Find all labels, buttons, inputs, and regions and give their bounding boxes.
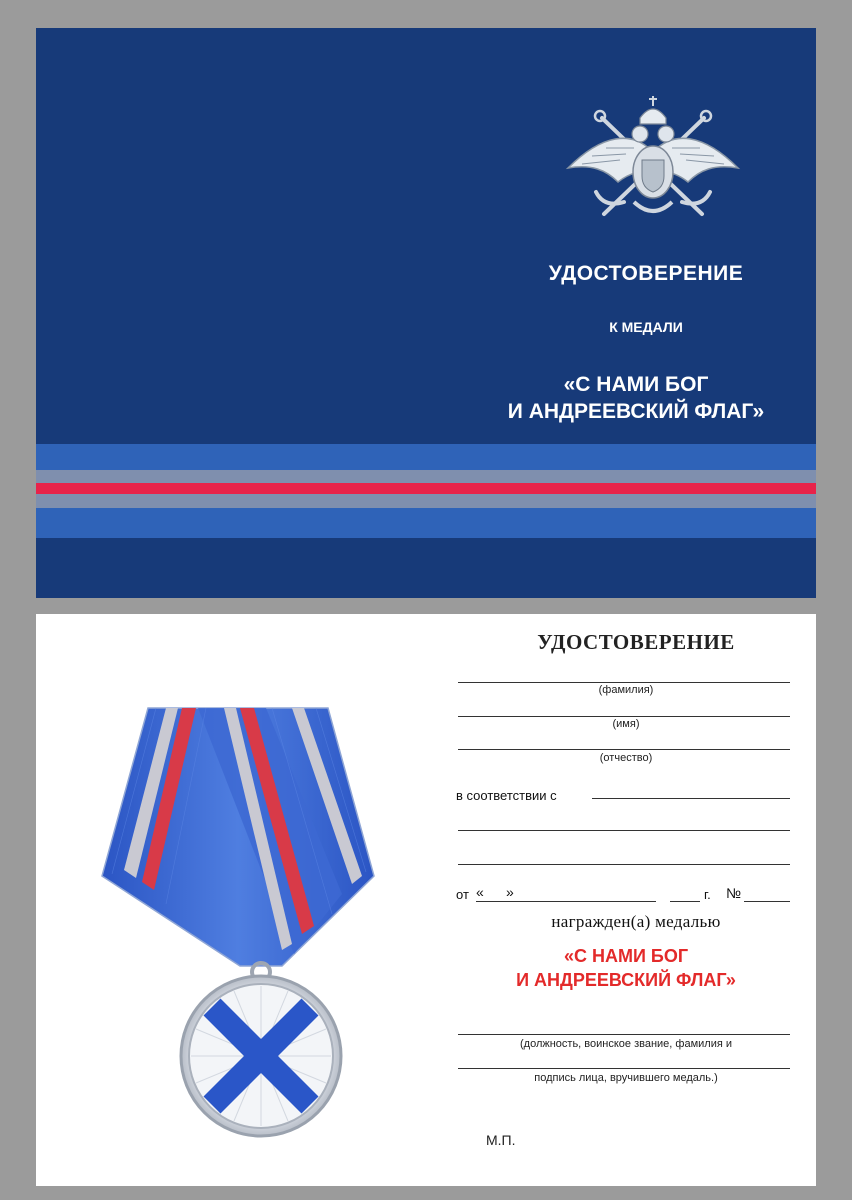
month-line [522,901,656,902]
awarded-text: награжден(а) медалью [551,912,721,931]
day-quote-close: » [506,884,514,900]
cover-medal-name [436,371,816,425]
cover-subtitle: К МЕДАЛИ [609,319,683,335]
day-line [476,901,522,902]
year-label: г. [704,887,711,902]
accordance-label: в соответствии с [456,788,557,803]
medal-title-line2: И АНДРЕЕВСКИЙ ФЛАГ» [516,970,736,990]
year-line [670,901,700,902]
medal-title [436,944,816,992]
signer-line [458,1034,790,1035]
certificate-title: УДОСТОВЕРЕНИЕ [537,630,735,654]
surname-line [458,682,790,683]
cover-title: УДОСТОВЕРЕНИЕ [548,262,744,285]
number-line [744,901,790,902]
ribbon-stripe-red [36,483,816,494]
ribbon-stripe-grey-bottom [36,494,816,508]
medal-title-line1: «С НАМИ БОГ [563,946,689,966]
patronymic-caption: (отчество) [599,752,653,764]
accordance-line-3 [458,864,790,865]
ribbon-stripe-grey-top [36,470,816,483]
ribbon-stripe-blue-top [36,444,816,470]
accordance-line [592,798,790,799]
surname-caption: (фамилия) [598,684,654,696]
medal-image [96,664,426,1184]
accordance-line-2 [458,830,790,831]
number-label: № [726,885,742,901]
stamp-label: М.П. [486,1132,516,1148]
name-caption: (имя) [612,718,640,730]
navy-eagle-anchor-icon [562,90,744,222]
signer-caption-2: подпись лица, вручившего медаль.) [534,1072,718,1084]
certificate-inner-page [36,614,816,1186]
cover-medal-line1: «С НАМИ БОГ [563,373,709,396]
ribbon-stripe-blue-bottom [36,508,816,538]
signer-line-2 [458,1068,790,1069]
patronymic-line [458,749,790,750]
day-quote-open: « [476,884,484,900]
from-label: от [456,887,469,902]
name-line [458,716,790,717]
signer-caption-1: (должность, воинское звание, фамилия и [519,1038,733,1050]
certificate-cover [36,28,816,598]
cover-medal-line2: И АНДРЕЕВСКИЙ ФЛАГ» [507,400,765,423]
